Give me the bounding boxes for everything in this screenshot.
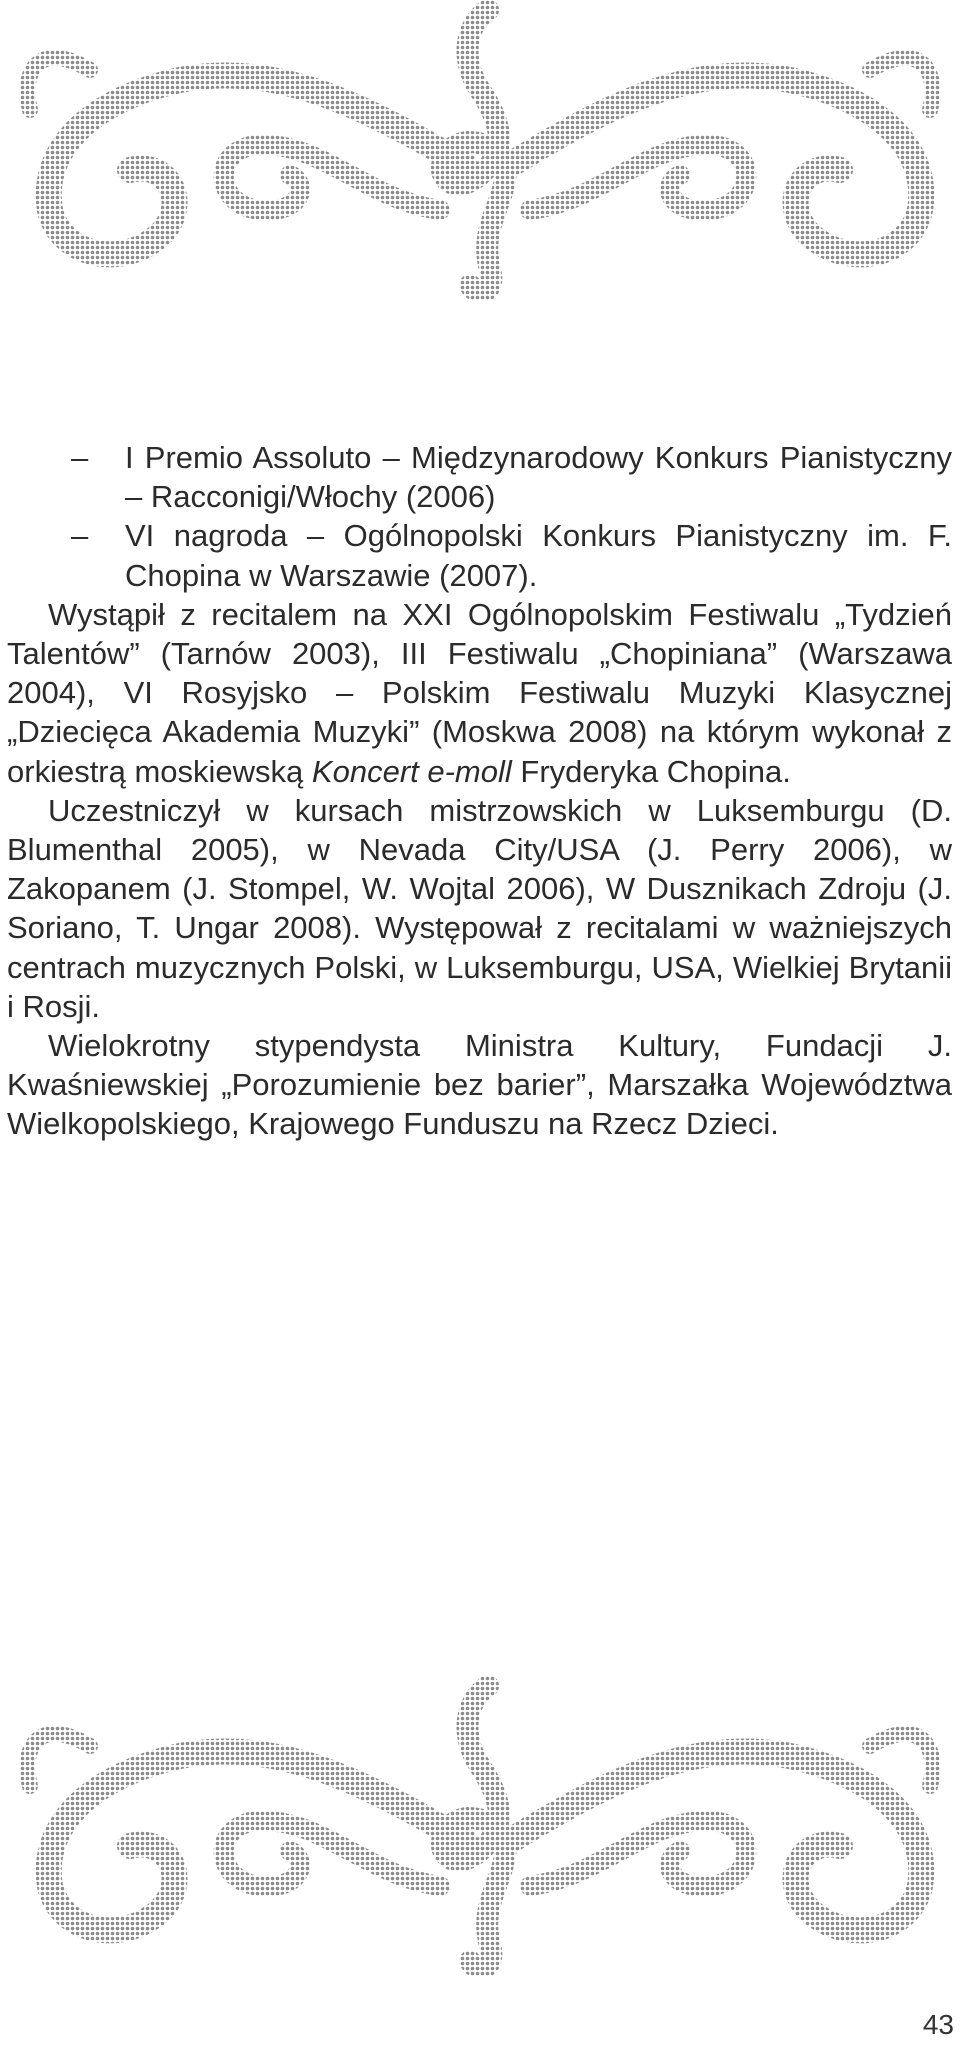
paragraph-text: Wystąpił z recitalem na XXI Ogólnopolskim Festiwalu „Tydzień Talentów” (Tarnów 2003), III Festiwalu „Chopiniana” (Warszawa 2004), VI Rosyjsko – Polskim Festiwalu Muzyki Klasycznej „Dziecięca Akademia Muzyki” (Moskwa 2008) na którym wykonał z orkiestrą moskiewską: [7, 596, 952, 789]
award-item: [7, 438, 952, 516]
paragraph-masterclasses: Uczestniczył w kursach mistrzowskich w Luksemburgu (D. Blumenthal 2005), w Nevada City/USA (J. Perry 2006), w Zakopanem (J. Stompel, W. Wojtal 2006), W Dusznikach Zdroju (J. Soriano, T. Ungar 2008). Występował z recitalami w ważniejszych centrach muzycznych Polski, w Luksemburgu, USA, Wielkiej Brytanii i Rosji.: [7, 792, 952, 1024]
page-number: 43: [922, 2009, 954, 2040]
paragraph-scholarships: Wielokrotny stypendysta Ministra Kultury, Fundacji J. Kwaśniewskiej „Porozumienie bez barier”, Marszałka Województwa Wielkopolskiego, Krajowego Funduszu na Rzecz Dzieci.: [7, 1028, 952, 1142]
paragraph-text: Fryderyka Chopina.: [511, 753, 791, 789]
list-dash: –: [71, 518, 89, 554]
award-text: I Premio Assoluto – Międzynarodowy Konkurs Pianistyczny – Racconigi/Włochy (2006): [125, 440, 952, 515]
award-item: [7, 516, 952, 594]
paragraph-recitals: [7, 595, 952, 791]
work-title: Koncert e-moll: [311, 753, 512, 789]
list-dash: –: [71, 440, 89, 475]
award-text: VI nagroda – Ogólnopolski Konkurs Pianistyczny im. F. Chopina w Warszawie (2007).: [125, 518, 952, 593]
biography-text: [7, 438, 952, 1144]
treble-clef-scroll-ornament-icon: [10, 1676, 950, 1976]
treble-clef-scroll-ornament-icon: [10, 0, 950, 300]
